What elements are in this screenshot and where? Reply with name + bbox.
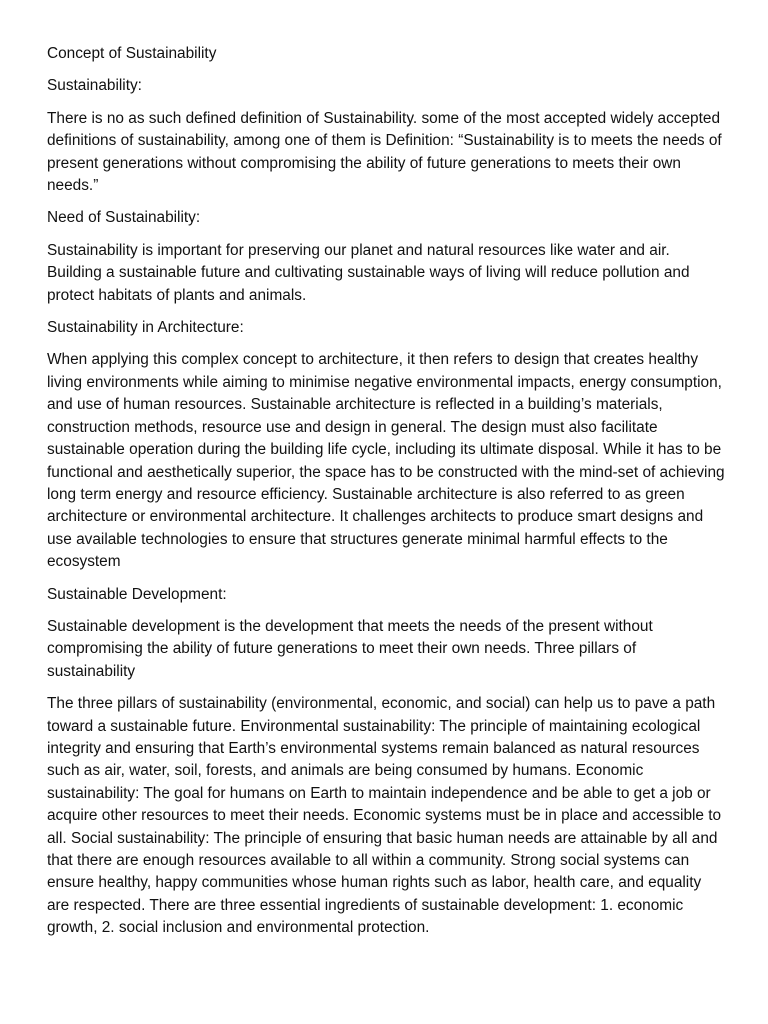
section-body-development: Sustainable development is the development that meets the needs of the present without compromising the ability of future generations to meet their own needs. Three pillars of sustainability [47, 617, 653, 680]
section-body-sustainability: There is no as such defined definition of Sustainability. some of the most accepted widely accepted definitions of sustainability, among one of them is Definition: “Sustainability is to meets the needs of present generations without compromising the ability of future generations to meets their own needs.” [47, 109, 722, 195]
section-body-pillars: The three pillars of sustainability (environmental, economic, and social) can help us to pave a path toward a sustainable future. Environmental sustainability: The principle of maintaining ecological integrity and ensuring that Earth’s environmental systems remain balanced as natural resources such as air, water, soil, forests, and animals are being consumed by humans. Economic sustainability: The goal for humans on Earth to maintain independence and be able to get a job or acquire other resources to meet their needs. Economic systems must be in place and accessible to all. Social sustainability: The principle of ensuring that basic human needs are attainable by all and that there are enough resources available to all within a community. Strong social systems can ensure healthy, happy communities whose human rights such as labor, health care, and equality are respected. There are three essential ingredients of sustainable development: 1. economic growth, 2. social inclusion and environmental protection. [47, 695, 722, 937]
section-heading-need: Need of Sustainability: [47, 209, 201, 227]
section-body-architecture: When applying this complex concept to architecture, it then refers to design that creates healthy living environments while aiming to minimise negative environmental impacts, energy consumption, and use of human resources. Sustainable architecture is reflected in a building’s materials, construction methods, resource use and design in general. The design must also facilitate sustainable operation during the building life cycle, including its ultimate disposal. While it has to be functional and aesthetically superior, the space has to be constructed with the mind-set of achieving long term energy and resource efficiency. Sustainable architecture is also referred to as green architecture or environmental architecture. It challenges architects to produce smart designs and use available technologies to ensure that structures generate minimal harmful effects to the ecosystem [47, 351, 725, 571]
section-heading-architecture: Sustainability in Architecture: [47, 319, 244, 337]
document-body [47, 43, 727, 950]
section-body-need: Sustainability is important for preserving our planet and natural resources like water and air. Building a sustainable future and cultivating sustainable ways of living will reduce pollution and protect habitats of plants and animals. [47, 241, 690, 304]
section-heading-sustainability: Sustainability: [47, 77, 142, 95]
section-heading-development: Sustainable Development: [47, 585, 227, 603]
document-title: Concept of Sustainability [47, 45, 217, 62]
